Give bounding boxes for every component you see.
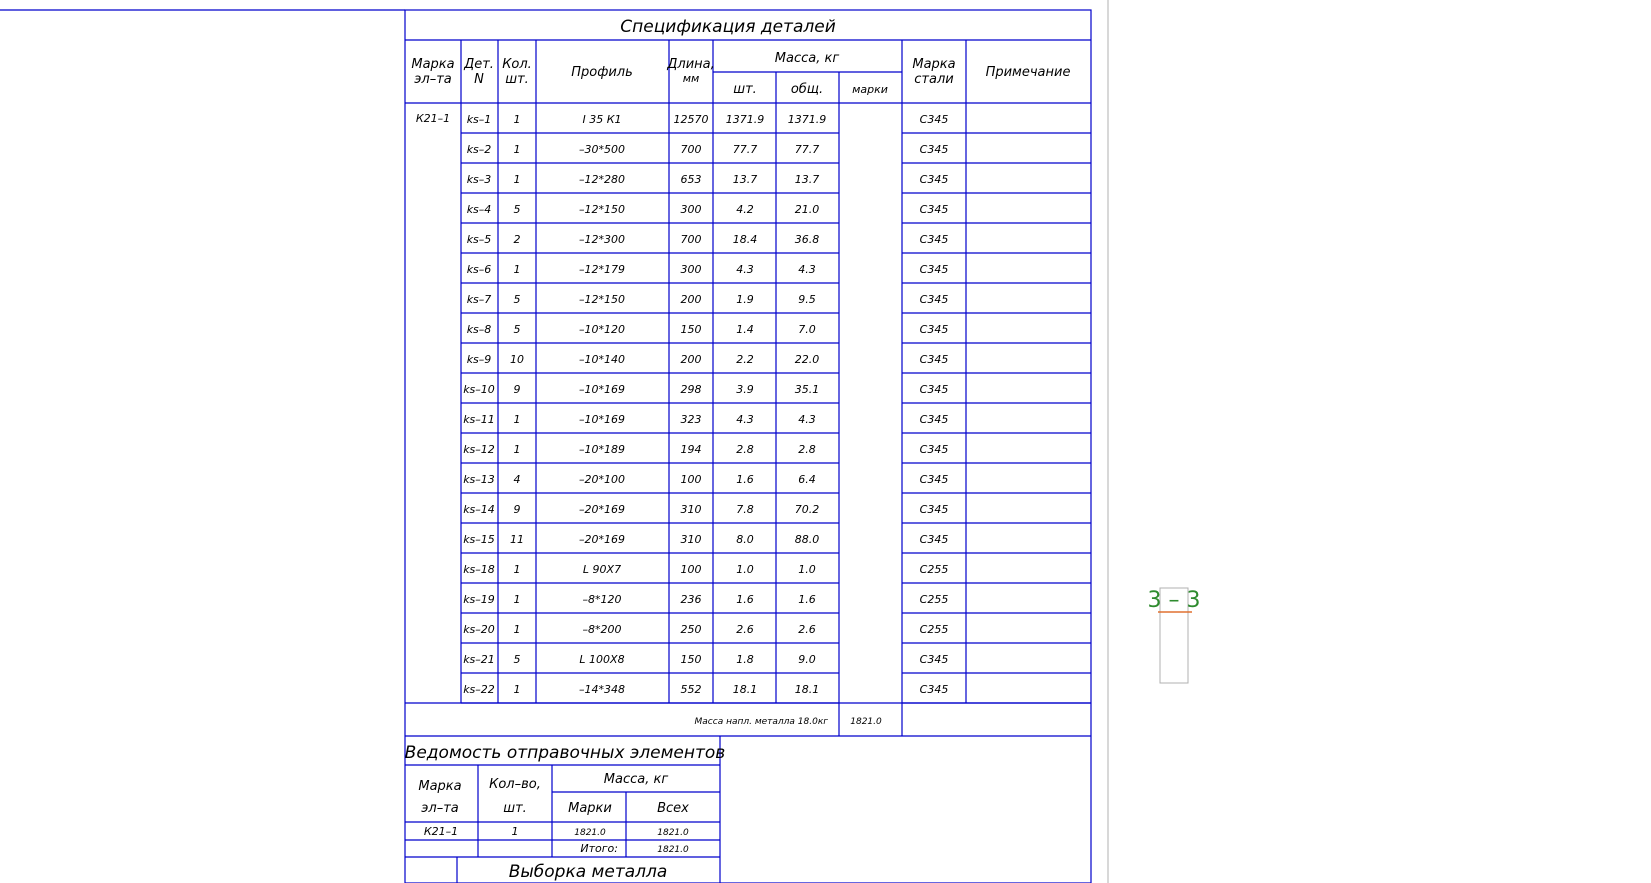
footer-total-mass: 1821.0 xyxy=(850,717,882,727)
cell-length: 200 xyxy=(680,293,702,306)
cell-profile: –10*120 xyxy=(579,323,625,336)
cell-total: 36.8 xyxy=(794,233,820,246)
cell-pc: 2.6 xyxy=(736,623,754,636)
cell-steel: С345 xyxy=(919,473,949,486)
cell-part: ks–20 xyxy=(463,623,495,636)
hdr-length-2: мм xyxy=(682,72,700,85)
cell-length: 200 xyxy=(680,353,702,366)
cell-steel: С345 xyxy=(919,293,949,306)
hdr-note: Примечание xyxy=(985,65,1071,80)
hdr-qty-1: Кол. xyxy=(502,57,532,72)
cell-pc: 1371.9 xyxy=(725,113,765,126)
cell-steel: С345 xyxy=(919,443,949,456)
cell-part: ks–12 xyxy=(463,443,495,456)
cell-profile: –20*169 xyxy=(579,533,625,546)
hdr-qty-2: шт. xyxy=(505,72,529,87)
cell-profile: –10*169 xyxy=(579,413,625,426)
cell-part: ks–15 xyxy=(463,533,495,546)
cell-profile: –12*150 xyxy=(579,203,625,216)
table-row xyxy=(461,373,1091,403)
cell-steel: С345 xyxy=(919,353,949,366)
cell-profile: –8*120 xyxy=(582,593,622,606)
disp-row-mass-mark: 1821.0 xyxy=(574,828,606,838)
table-row xyxy=(461,643,1091,673)
cell-pc: 1.4 xyxy=(736,323,754,336)
cell-part: ks–22 xyxy=(463,683,495,696)
dispatch-title: Ведомость отправочных элементов xyxy=(404,743,726,763)
cell-length: 700 xyxy=(680,233,702,246)
cell-steel: С345 xyxy=(919,383,949,396)
cell-profile: L 100X8 xyxy=(579,653,625,666)
table-row xyxy=(461,523,1091,553)
hdr-length-1: Длина, xyxy=(667,57,715,72)
dispatch-table xyxy=(405,736,726,883)
hdr-mass-total: общ. xyxy=(790,82,824,97)
cell-profile: –14*348 xyxy=(579,683,625,696)
table-row xyxy=(461,343,1091,373)
cell-profile: –10*189 xyxy=(579,443,625,456)
table-row xyxy=(461,613,1091,643)
cell-profile: –8*200 xyxy=(582,623,622,636)
cell-length: 552 xyxy=(680,683,702,696)
cell-length: 298 xyxy=(680,383,702,396)
cell-pc: 77.7 xyxy=(732,143,758,156)
cell-qty: 9 xyxy=(513,503,521,516)
cell-length: 700 xyxy=(680,143,702,156)
disp-hdr-mass-mark: Марки xyxy=(568,801,612,816)
cell-length: 100 xyxy=(680,563,702,576)
cell-pc: 3.9 xyxy=(736,383,754,396)
cell-part: ks–13 xyxy=(463,473,495,486)
cell-qty: 1 xyxy=(513,683,521,696)
disp-row-mark: К21–1 xyxy=(423,825,459,838)
cell-pc: 1.0 xyxy=(736,563,754,576)
cell-total: 9.5 xyxy=(798,293,816,306)
hdr-mark-1: Марка xyxy=(411,57,455,72)
cell-pc: 1.6 xyxy=(736,593,754,606)
hdr-mass: Масса, кг xyxy=(774,51,840,66)
cell-part: ks–7 xyxy=(466,293,492,306)
cell-qty: 2 xyxy=(513,233,521,246)
table-row xyxy=(461,193,1091,223)
table-row xyxy=(461,583,1091,613)
table-row xyxy=(461,463,1091,493)
metal-selection-title: Выборка металла xyxy=(508,862,668,882)
cell-total: 21.0 xyxy=(794,203,820,216)
cell-part: ks–14 xyxy=(463,503,495,516)
cell-steel: С345 xyxy=(919,143,949,156)
cell-profile: –12*280 xyxy=(579,173,625,186)
cell-total: 6.4 xyxy=(798,473,816,486)
cell-qty: 10 xyxy=(510,353,524,366)
hdr-mass-pc: шт. xyxy=(733,82,757,97)
cell-profile: –20*169 xyxy=(579,503,625,516)
cell-qty: 5 xyxy=(513,653,521,666)
cell-steel: С255 xyxy=(919,623,949,636)
cell-qty: 9 xyxy=(513,383,521,396)
cell-part: ks–5 xyxy=(466,233,492,246)
cell-qty: 5 xyxy=(513,323,521,336)
cell-part: ks–6 xyxy=(466,263,492,276)
cell-qty: 1 xyxy=(513,563,521,576)
cell-total: 77.7 xyxy=(794,143,820,156)
disp-hdr-mark-2: эл–та xyxy=(421,801,459,816)
cell-length: 150 xyxy=(680,653,702,666)
cell-total: 7.0 xyxy=(798,323,816,336)
hdr-mass-mark: марки xyxy=(852,83,888,96)
table-row xyxy=(461,403,1091,433)
cell-part: ks–1 xyxy=(466,113,492,126)
cell-pc: 18.1 xyxy=(732,683,758,696)
hdr-part-1: Дет. xyxy=(464,57,494,72)
cell-part: ks–2 xyxy=(466,143,492,156)
cell-qty: 11 xyxy=(510,533,524,546)
table-row xyxy=(461,223,1091,253)
table-row xyxy=(461,493,1091,523)
cell-total: 4.3 xyxy=(798,263,816,276)
cell-total: 1.6 xyxy=(798,593,816,606)
cell-pc: 18.4 xyxy=(732,233,758,246)
cell-part: ks–21 xyxy=(463,653,495,666)
cell-steel: С345 xyxy=(919,653,949,666)
cell-length: 310 xyxy=(680,503,702,516)
cell-profile: L 90X7 xyxy=(582,563,622,576)
cell-steel: С255 xyxy=(919,563,949,576)
cell-pc: 4.3 xyxy=(736,263,754,276)
cell-length: 150 xyxy=(680,323,702,336)
cell-profile: I 35 К1 xyxy=(582,113,622,126)
cell-pc: 1.8 xyxy=(736,653,754,666)
cell-length: 12570 xyxy=(673,113,709,126)
table-row xyxy=(461,553,1091,583)
cell-length: 310 xyxy=(680,533,702,546)
disp-row-qty: 1 xyxy=(511,825,519,838)
cell-pc: 2.2 xyxy=(736,353,754,366)
cell-length: 653 xyxy=(680,173,702,186)
cell-steel: С345 xyxy=(919,113,949,126)
spec-title: Спецификация деталей xyxy=(620,17,836,37)
cell-qty: 1 xyxy=(513,113,521,126)
table-row xyxy=(461,103,1091,133)
cell-total: 9.0 xyxy=(798,653,816,666)
table-row xyxy=(461,313,1091,343)
cell-total: 2.8 xyxy=(798,443,816,456)
footer-weld-mass-label: Масса напл. металла 18.0кг xyxy=(694,717,828,727)
cell-total: 22.0 xyxy=(794,353,820,366)
disp-row-mass-all: 1821.0 xyxy=(657,828,689,838)
cell-steel: С345 xyxy=(919,233,949,246)
cell-total: 13.7 xyxy=(794,173,820,186)
cell-profile: –30*500 xyxy=(579,143,625,156)
cell-length: 300 xyxy=(680,263,702,276)
cell-total: 35.1 xyxy=(794,383,820,396)
section-view[interactable] xyxy=(1148,588,1201,683)
disp-total-value: 1821.0 xyxy=(657,845,689,855)
cell-qty: 1 xyxy=(513,623,521,636)
cell-pc: 8.0 xyxy=(736,533,754,546)
cell-pc: 4.2 xyxy=(736,203,754,216)
cell-profile: –10*140 xyxy=(579,353,625,366)
cell-pc: 1.9 xyxy=(736,293,754,306)
cell-part: ks–11 xyxy=(463,413,495,426)
cell-qty: 1 xyxy=(513,413,521,426)
cell-total: 88.0 xyxy=(794,533,820,546)
cell-steel: С345 xyxy=(919,263,949,276)
cell-part: ks–8 xyxy=(466,323,492,336)
cell-qty: 4 xyxy=(513,473,521,486)
table-row xyxy=(461,433,1091,463)
cell-profile: –20*100 xyxy=(579,473,625,486)
cell-qty: 5 xyxy=(513,203,521,216)
table-row xyxy=(461,253,1091,283)
cell-total: 70.2 xyxy=(794,503,820,516)
cell-qty: 1 xyxy=(513,593,521,606)
cell-part: ks–10 xyxy=(463,383,495,396)
disp-hdr-mass: Масса, кг xyxy=(603,772,669,787)
cell-total: 2.6 xyxy=(798,623,816,636)
cell-profile: –12*300 xyxy=(579,233,625,246)
cell-profile: –10*169 xyxy=(579,383,625,396)
cell-pc: 4.3 xyxy=(736,413,754,426)
hdr-profile: Профиль xyxy=(571,65,633,80)
cell-pc: 2.8 xyxy=(736,443,754,456)
cell-profile: –12*179 xyxy=(579,263,625,276)
cell-part: ks–4 xyxy=(466,203,492,216)
cell-length: 194 xyxy=(680,443,702,456)
table-row xyxy=(461,163,1091,193)
hdr-mark-2: эл–та xyxy=(414,72,452,87)
hdr-steel-2: стали xyxy=(914,72,954,87)
cell-length: 100 xyxy=(680,473,702,486)
cell-length: 236 xyxy=(680,593,702,606)
table-row xyxy=(461,283,1091,313)
cell-steel: С345 xyxy=(919,533,949,546)
cell-pc: 1.6 xyxy=(736,473,754,486)
cell-steel: С255 xyxy=(919,593,949,606)
cell-steel: С345 xyxy=(919,413,949,426)
section-label: 3 – 3 xyxy=(1147,588,1201,613)
cell-total: 4.3 xyxy=(798,413,816,426)
cell-steel: С345 xyxy=(919,323,949,336)
cell-length: 300 xyxy=(680,203,702,216)
cell-length: 323 xyxy=(680,413,702,426)
cell-pc: 13.7 xyxy=(732,173,758,186)
hdr-steel-1: Марка xyxy=(912,57,956,72)
cell-qty: 1 xyxy=(513,143,521,156)
disp-hdr-qty-1: Кол–во, xyxy=(489,777,541,792)
cell-pc: 7.8 xyxy=(736,503,754,516)
cell-qty: 1 xyxy=(513,443,521,456)
cell-steel: С345 xyxy=(919,173,949,186)
table-row xyxy=(461,673,1091,703)
cell-part: ks–18 xyxy=(463,563,495,576)
cell-part: ks–9 xyxy=(466,353,492,366)
cell-qty: 1 xyxy=(513,173,521,186)
disp-hdr-mass-all: Всех xyxy=(657,801,689,816)
disp-hdr-qty-2: шт. xyxy=(503,801,527,816)
cell-total: 1371.9 xyxy=(787,113,827,126)
cell-steel: С345 xyxy=(919,683,949,696)
cell-total: 18.1 xyxy=(794,683,820,696)
cell-total: 1.0 xyxy=(798,563,816,576)
cell-part: ks–3 xyxy=(466,173,492,186)
table-row xyxy=(461,133,1091,163)
cell-qty: 5 xyxy=(513,293,521,306)
cell-qty: 1 xyxy=(513,263,521,276)
cell-profile: –12*150 xyxy=(579,293,625,306)
disp-total-label: Итого: xyxy=(580,842,618,855)
cell-steel: С345 xyxy=(919,203,949,216)
cell-part: ks–19 xyxy=(463,593,495,606)
cell-length: 250 xyxy=(680,623,702,636)
hdr-part-2: N xyxy=(474,72,484,87)
element-mark: К21–1 xyxy=(415,112,451,125)
cell-steel: С345 xyxy=(919,503,949,516)
disp-hdr-mark-1: Марка xyxy=(418,779,462,794)
spec-rows xyxy=(461,103,1091,703)
